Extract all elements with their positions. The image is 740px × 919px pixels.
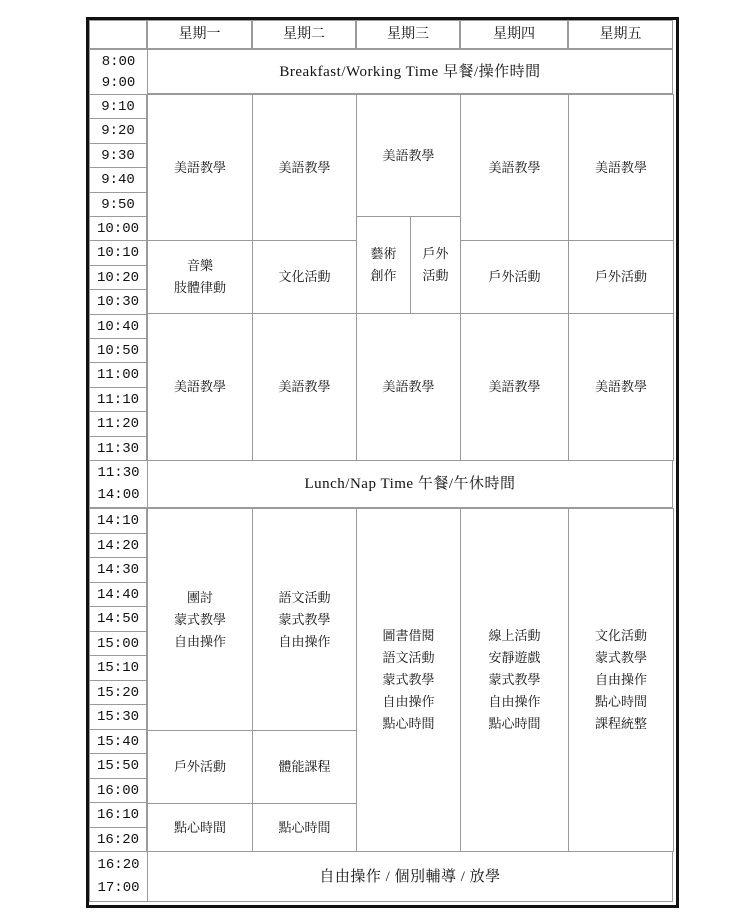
time-slot: 9:40	[89, 167, 147, 193]
time-label: 9:00	[101, 74, 136, 91]
class-cell: 美語教學	[356, 313, 461, 461]
time-slot: 10:00	[89, 216, 147, 241]
time-slot: 15:50	[89, 753, 147, 779]
day-header: 星期五	[568, 20, 673, 49]
day-header: 星期四	[460, 20, 568, 49]
time-slot: 16:00	[89, 778, 147, 803]
time-range-lunch	[89, 460, 148, 508]
class-cell: 點心時間	[252, 803, 357, 852]
class-cell: 體能課程	[252, 730, 357, 804]
time-slot: 10:10	[89, 240, 147, 266]
time-slot: 16:20	[89, 827, 147, 852]
class-cell: 語文活動 蒙式教學 自由操作	[252, 508, 357, 731]
time-range-dismissal	[89, 851, 148, 902]
time-slot: 9:10	[89, 94, 147, 119]
class-cell: 點心時間	[147, 803, 253, 852]
time-slot: 15:40	[89, 729, 147, 754]
time-label: 8:00	[101, 53, 136, 70]
time-slot: 11:10	[89, 387, 147, 412]
class-cell: 美語教學	[568, 94, 674, 241]
time-slot: 9:50	[89, 192, 147, 217]
time-label: 14:00	[97, 487, 140, 503]
class-cell: 美語教學	[147, 313, 253, 461]
time-slot: 9:30	[89, 143, 147, 168]
time-slot: 14:40	[89, 582, 147, 607]
class-cell: 藝術 創作	[356, 216, 411, 314]
time-slot: 10:50	[89, 338, 147, 363]
day-header: 星期三	[356, 20, 460, 49]
time-label: 17:00	[97, 880, 140, 897]
class-cell: 音樂 肢體律動	[147, 240, 253, 314]
class-cell: 戶外活動	[568, 240, 674, 314]
time-slot: 11:30	[89, 436, 147, 461]
time-slot: 14:30	[89, 557, 147, 583]
time-slot: 9:20	[89, 118, 147, 144]
time-slot: 10:40	[89, 314, 147, 339]
time-slot: 15:00	[89, 631, 147, 656]
class-cell: 線上活動 安靜遊戲 蒙式教學 自由操作 點心時間	[460, 508, 569, 852]
header-corner	[89, 20, 147, 49]
class-cell: 美語教學	[460, 94, 569, 241]
class-cell: 美語教學	[460, 313, 569, 461]
class-cell: 文化活動	[252, 240, 357, 314]
day-header: 星期二	[252, 20, 356, 49]
lunch-banner: Lunch/Nap Time 午餐/午休時間	[147, 460, 673, 508]
time-slot: 14:10	[89, 508, 147, 534]
class-cell: 圖書借閱 語文活動 蒙式教學 自由操作 點心時間	[356, 508, 461, 852]
time-label: 16:20	[97, 856, 140, 873]
class-cell: 戶外活動	[147, 730, 253, 804]
time-slot: 11:00	[89, 362, 147, 388]
time-slot: 11:20	[89, 411, 147, 437]
time-slot: 15:30	[89, 704, 147, 730]
time-slot: 16:10	[89, 802, 147, 828]
time-slot: 15:10	[89, 655, 147, 681]
class-cell: 戶外活動	[460, 240, 569, 314]
class-cell: 美語教學	[252, 94, 357, 241]
day-header: 星期一	[147, 20, 252, 49]
time-range-breakfast	[89, 49, 148, 95]
time-slot: 10:20	[89, 265, 147, 290]
class-cell: 美語教學	[147, 94, 253, 241]
class-cell: 美語教學	[252, 313, 357, 461]
time-slot: 10:30	[89, 289, 147, 315]
time-slot: 15:20	[89, 680, 147, 705]
class-cell: 戶外 活動	[410, 216, 461, 314]
time-label: 11:30	[97, 465, 140, 481]
class-cell: 團討 蒙式教學 自由操作	[147, 508, 253, 731]
class-cell: 美語教學	[568, 313, 674, 461]
dismissal-banner: 自由操作 / 個別輔導 / 放學	[147, 851, 673, 902]
breakfast-banner: Breakfast/Working Time 早餐/操作時間	[147, 49, 673, 94]
time-slot: 14:20	[89, 533, 147, 558]
class-cell: 美語教學	[356, 94, 461, 217]
time-slot: 14:50	[89, 606, 147, 632]
class-cell: 文化活動 蒙式教學 自由操作 點心時間 課程統整	[568, 508, 674, 852]
